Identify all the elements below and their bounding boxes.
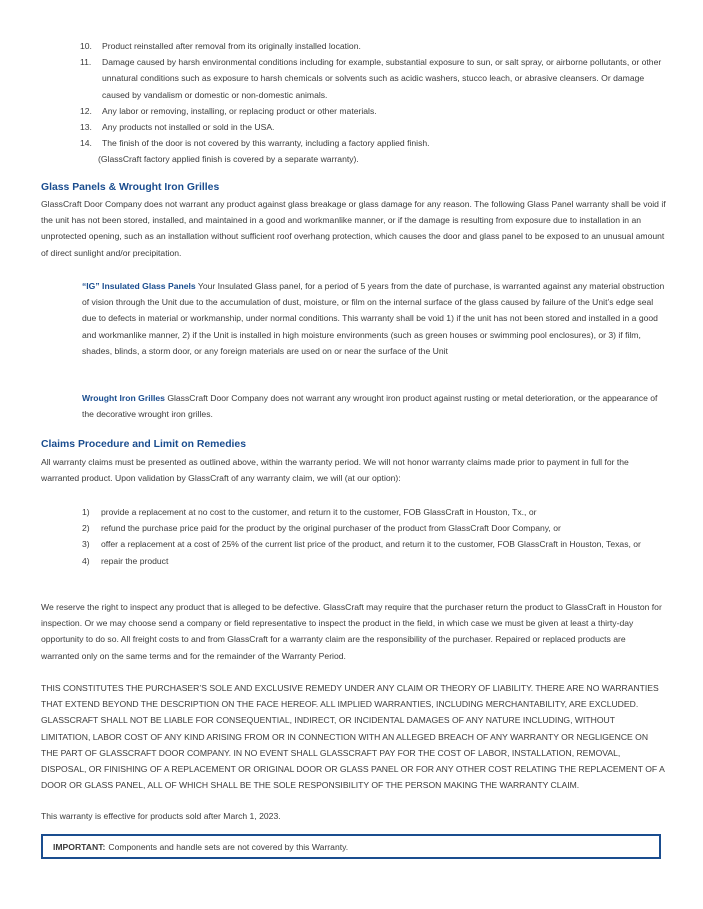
glass-intro-paragraph: GlassCraft Door Company does not warrant any product against glass breakage or glass damage for any reason. The following Glass Panel warranty shall be void if the unit has not been stored, installed, and maintained in a good and workmanlike manner, or if the damage is resulting from exposure due to installation in an unprotected opening, such as an installation without sufficient roof overhang protection, which causes the door and glass panel to be exposed to an unusual amount of direct sunlight and/or precipitation. xyxy=(41,199,666,258)
disclaimer-paragraph: THIS CONSTITUTES THE PURCHASER’S SOLE AND EXCLUSIVE REMEDY UNDER ANY CLAIM OR THEORY OF LIABILITY. THERE ARE NO WARRANTIES THAT EXTEND BEYOND THE DESCRIPTION ON THE FACE HEREOF. ALL IMPLIED WARRANTIES, INCLUDING MERCHANTABILITY, ARE EXCLUDED. GLASSCRAFT SHALL NOT BE LIABLE FOR CONSEQUENTIAL, INDIRECT, OR INCIDENTAL DAMAGES OF ANY NATURE INCLUDING, WITHOUT LIMITATION, LABOR COST OF ANY KIND ARISING FROM OR IN CONNECTION WITH AN ALLEGED BREACH OF ANY WARRANTY OR NEGLIGENCE ON THE PART OF GLASSCRAFT DOOR COMPANY. IN NO EVENT SHALL GLASSCRAFT PAY FOR THE COST OF LABOR, INSTALLATION, REMOVAL, DISPOSAL, OR FINISHING OF A REPLACEMENT OR ORIGINAL DOOR OR GLASS PANEL OR FOR ANY OTHER COST RELATING THE REPLACEMENT OF A DOOR OR GLASS PANEL, ALL OF WHICH SHALL BE THE SOLE RESPONSIBILITY OF THE PERSON MAKING THE WARRANTY CLAIM. xyxy=(41,683,665,791)
glass-section-heading: Glass Panels & Wrought Iron Grilles xyxy=(41,182,220,193)
important-label: IMPORTANT: xyxy=(53,841,106,852)
list-item-number: 3) xyxy=(82,539,90,550)
list-item-number: 1) xyxy=(82,507,90,517)
grilles-paragraph xyxy=(82,390,667,422)
list-item-number: 2) xyxy=(82,523,90,534)
list-item-number: 4) xyxy=(82,555,90,566)
effective-date-text: This warranty is effective for products sold after March 1, 2023. xyxy=(41,811,281,821)
list-item-text: Product reinstalled after removal from its originally installed location. xyxy=(102,41,361,51)
list-item xyxy=(80,135,665,151)
list-item-text: The finish of the door is not covered by this warranty, including a factory applied finish. xyxy=(102,138,430,149)
list-item-number: 14. xyxy=(80,138,92,149)
important-text: Components and handle sets are not covered by this Warranty. xyxy=(108,841,349,852)
list-item-text: offer a replacement at a cost of 25% of the current list price of the product, and return it to the customer, FOB GlassCraft in Houston, Texas, or xyxy=(101,539,641,550)
list-item xyxy=(80,103,665,119)
list-item-text: Any products not installed or sold in the USA. xyxy=(102,122,275,133)
list-item-text: repair the product xyxy=(101,555,169,566)
list-item xyxy=(82,553,652,569)
list-item-number: 10. xyxy=(80,41,92,51)
list-item xyxy=(80,54,665,103)
remedies-list xyxy=(82,504,652,569)
inspection-paragraph: We reserve the right to inspect any product that is alleged to be defective. GlassCraft may require that the purchaser return the product to GlassCraft in Houston for inspection. Or we may choose send a company or field representative to inspect the product in the field, in which case we must be given at least a thirty-day opportunity to do so. All freight costs to and from GlassCraft for a warranty claim are the responsibility of the purchaser. Repaired or replaced products are warranted only on the same terms and for the remainder of the Warranty Period. xyxy=(41,602,662,661)
list-item-text: Any labor or removing, installing, or replacing product or other materials. xyxy=(102,105,377,116)
list-item-text: provide a replacement at no cost to the customer, and return it to the customer, FOB GlassCraft in Houston, Tx., or xyxy=(101,507,537,517)
exclusions-list xyxy=(80,38,665,168)
grilles-title: Wrought Iron Grilles xyxy=(82,393,165,403)
list-item xyxy=(82,536,652,552)
list-item xyxy=(80,38,665,54)
important-notice-box xyxy=(41,834,661,859)
claims-intro-paragraph: All warranty claims must be presented as outlined above, within the warranty period. We will not honor warranty claims made prior to payment in full for the warranted product. Upon validation by GlassCraft of any warranty claim, we will (at our option): xyxy=(41,457,629,484)
list-item-number: 12. xyxy=(80,105,92,116)
list-item xyxy=(80,119,665,135)
list-item xyxy=(82,520,652,536)
exclusions-note: (GlassCraft factory applied finish is covered by a separate warranty). xyxy=(98,154,359,165)
list-item-text: refund the purchase price paid for the product by the original purchaser of the product from GlassCraft Door Company, or xyxy=(101,523,561,534)
claims-section-heading: Claims Procedure and Limit on Remedies xyxy=(41,439,246,450)
ig-panels-text: Your Insulated Glass panel, for a period of 5 years from the date of purchase, is warranted against any material obstruction of vision through the Unit due to the accumulation of dust, moisture, or film on the internal surface of the glass caused by failure of the Unit’s edge seal due to defects in material or workmanship, under normal conditions. This warranty shall be void 1) if the unit has not been stored and installed in a good and workmanlike manner, 2) if the Unit is installed in high moisture environments (such as green houses or swimming pool enclosures), or 3) if film, shades, blinds, a storm door, or any foreign materials are used on or near the surface of the Unit xyxy=(82,281,665,356)
list-item xyxy=(82,504,652,520)
list-item-text: Damage caused by harsh environmental conditions including for example, substantial exposure to sun, or salt spray, or airborne pollutants, or other unnatural conditions such as exposure to harsh chemicals or solvents such as acidic washers, stucco leach, or abrasive cleansers. Or damage caused by vandalism or domestic or non-domestic animals. xyxy=(102,57,662,100)
grilles-text: GlassCraft Door Company does not warrant any wrought iron product against rusting or metal deterioration, or the appearance of the decorative wrought iron grilles. xyxy=(82,393,658,420)
ig-panels-title: “IG” Insulated Glass Panels xyxy=(82,281,196,291)
list-item-number: 11. xyxy=(80,57,92,68)
ig-panels-paragraph xyxy=(82,278,667,359)
list-item-number: 13. xyxy=(80,122,92,133)
